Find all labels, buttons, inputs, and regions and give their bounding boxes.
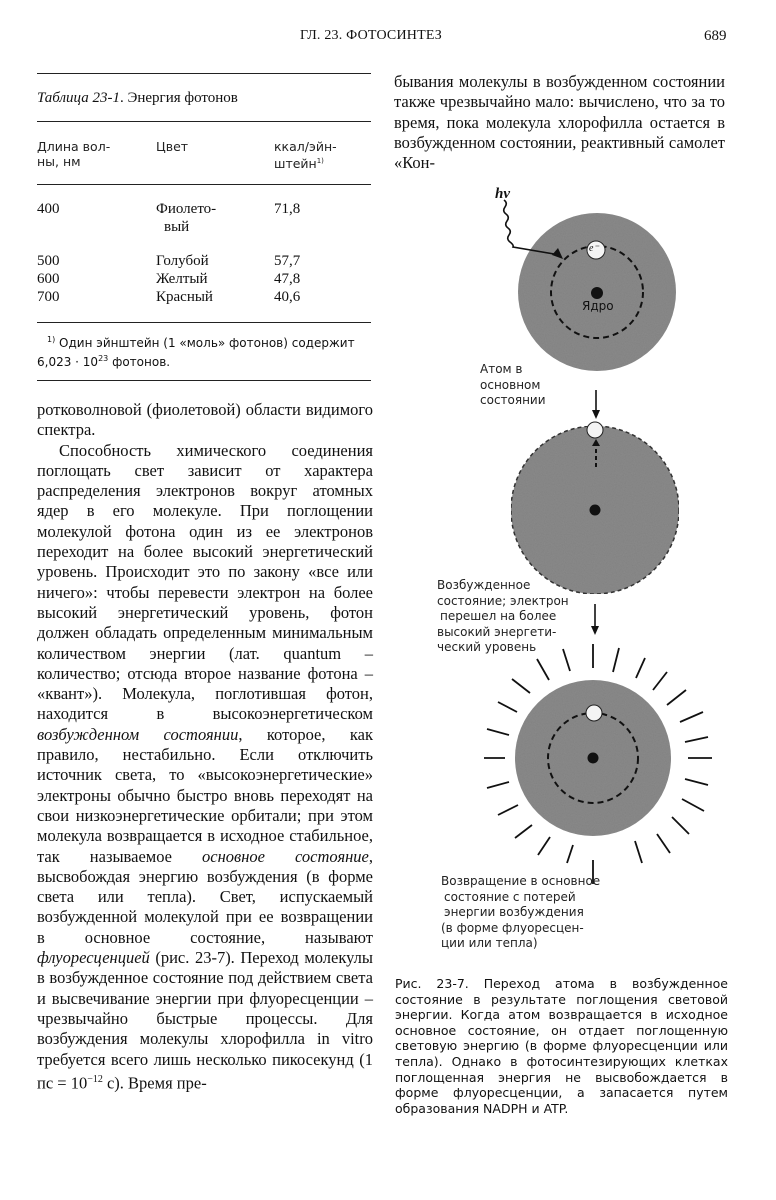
nucleus-label: Ядро — [582, 299, 614, 313]
text-run: с). Время пре- — [102, 1073, 207, 1093]
cell-line: Фиолето- — [156, 201, 217, 217]
cell-wavelength: 600 — [37, 271, 60, 287]
emphasis-term: возбужденном состоянии — [37, 724, 239, 744]
cell-line: вый — [164, 219, 190, 235]
stage2-label — [437, 578, 569, 656]
emphasis-term: основное состояние — [202, 846, 369, 866]
nucleus-icon — [591, 287, 603, 299]
label-line: перешел на более — [440, 609, 557, 623]
paragraph: ротковолновой (фиолетовой) области видимого спектра. — [37, 400, 373, 440]
caption-label: Рис. 23-7. — [395, 976, 469, 991]
electron-label: e⁻ — [589, 243, 599, 254]
cell-energy: 40,6 — [274, 289, 301, 305]
footnote-mark: 1) — [316, 157, 324, 165]
header-line: ккал/эйн- — [274, 139, 337, 154]
stage3-label — [441, 874, 600, 952]
label-line: состояние; электрон — [437, 593, 569, 608]
cell-wavelength: 700 — [37, 289, 60, 305]
footnote-mark: 1) — [47, 335, 56, 344]
label-line: (в форме флуоресцен- — [441, 920, 584, 935]
emphasis-term: флуоресценцией — [37, 948, 150, 968]
stage1-label — [480, 362, 546, 409]
header-line: Цвет — [156, 139, 189, 154]
nucleus-icon — [590, 505, 601, 516]
electron-icon — [587, 422, 603, 438]
label-line: состоянии — [480, 393, 546, 407]
header-line: ны, нм — [37, 154, 81, 169]
atom-ground-state — [504, 200, 676, 371]
label-line: ческий уровень — [437, 640, 537, 654]
photon-label: hν — [495, 186, 510, 202]
figure-caption — [395, 976, 728, 1116]
cell-color: Голубой — [156, 253, 209, 269]
table-title-text: . Энергия фотонов — [119, 90, 238, 106]
text-run: , высвобождая энергию возбуждения (в форме света или тепла). Свет, испускаемый возбужденной молекулой при ее возвращении в основное состояние, называют — [37, 846, 373, 947]
header-line: Длина вол- — [37, 139, 111, 154]
label-line: основном — [480, 377, 541, 392]
label-line: ции или тепла) — [441, 936, 538, 950]
header-line: штейн — [274, 156, 317, 172]
table-title-label: Таблица 23-1 — [37, 90, 120, 106]
cell-wavelength: 400 — [37, 201, 60, 217]
cell-energy: 57,7 — [274, 253, 301, 269]
cell-color: Красный — [156, 289, 213, 305]
caption-text: Переход атома в возбужденное состояние в результате поглощения световой энергии. Когда атом возвращается в исходное основное состояние, он отдает поглощенную световую энергию (в форме флуоресценции или тепла). Однако в фотосинтезирующих клетках поглощенная энергия не высвобождается в форме флуоресценции, а запасается путем образования NADPH и ATP. — [395, 976, 728, 1116]
cell-energy: 71,8 — [274, 201, 301, 217]
footnote-number: 6,023 · 10 — [37, 355, 99, 369]
exponent: −12 — [87, 1073, 103, 1085]
nucleus-icon — [588, 753, 599, 764]
label-line: высокий энергети- — [437, 624, 557, 639]
footnote-line: фотонов. — [108, 355, 171, 369]
cell-energy: 47,8 — [274, 271, 301, 287]
page-number: 689 — [704, 28, 727, 44]
electron-icon — [586, 705, 602, 721]
label-line: Возбужденное — [437, 578, 531, 592]
footnote-line: Один эйнштейн (1 «моль» фотонов) содержит — [55, 336, 355, 350]
label-line: Атом в — [480, 362, 523, 376]
cell-wavelength: 500 — [37, 253, 60, 269]
cell-color: Желтый — [156, 271, 208, 287]
atom-return-state — [484, 644, 712, 884]
label-line: Возвращение в основное — [441, 874, 601, 888]
text-run: , которое, как правило, нестабильно. Если отключить источник света, то «высокоэнергетические» электроны обычно быстро вновь переходят на свои низкоэнергетические орбитали; при этом молекула возвращается в исходное стабильное, так называемое — [37, 724, 373, 866]
label-line: энергии возбуждения — [444, 905, 584, 919]
running-head: ГЛ. 23. ФОТОСИНТЕЗ — [300, 28, 442, 43]
paragraph: бывания молекулы в возбужденном состоянии также чрезвычайно мало: вычислено, что за то время, пока молекула хлорофилла остается в возбужденном состоянии, реактивный самолет «Кон- — [394, 72, 725, 173]
footnote-exponent: 23 — [98, 354, 109, 363]
atom-excited-state — [511, 422, 679, 594]
text-run: Способность химического соединения поглощать свет зависит от характера распределения электронов вокруг атомных ядер в его молекуле. При поглощении молекулой фотона один из ее электронов переходит на более высокий энергетический уровень. Происходит это по закону «все или ничего»: чтобы перевести электрон на более высокий энергетический уровень, фотон должен обладать определенным минимальным количеством энергии (лат. quantum – количество; отсюда второе название фотона – «квант»). Молекула, поглотившая фотон, находится в высокоэнергетическом — [37, 440, 373, 724]
label-line: состояние с потерей — [444, 889, 576, 904]
text-run: (рис. 23-7). Переход молекулы в возбужденное состояние под действием света и высвечивание энергии при флуоресценции – чрезвычайно быстрые процессы. Для возбуждения молекулы хлорофилла in vitro требуется всего лишь несколько пикосекунд (1 пс = 10 — [37, 948, 373, 1093]
